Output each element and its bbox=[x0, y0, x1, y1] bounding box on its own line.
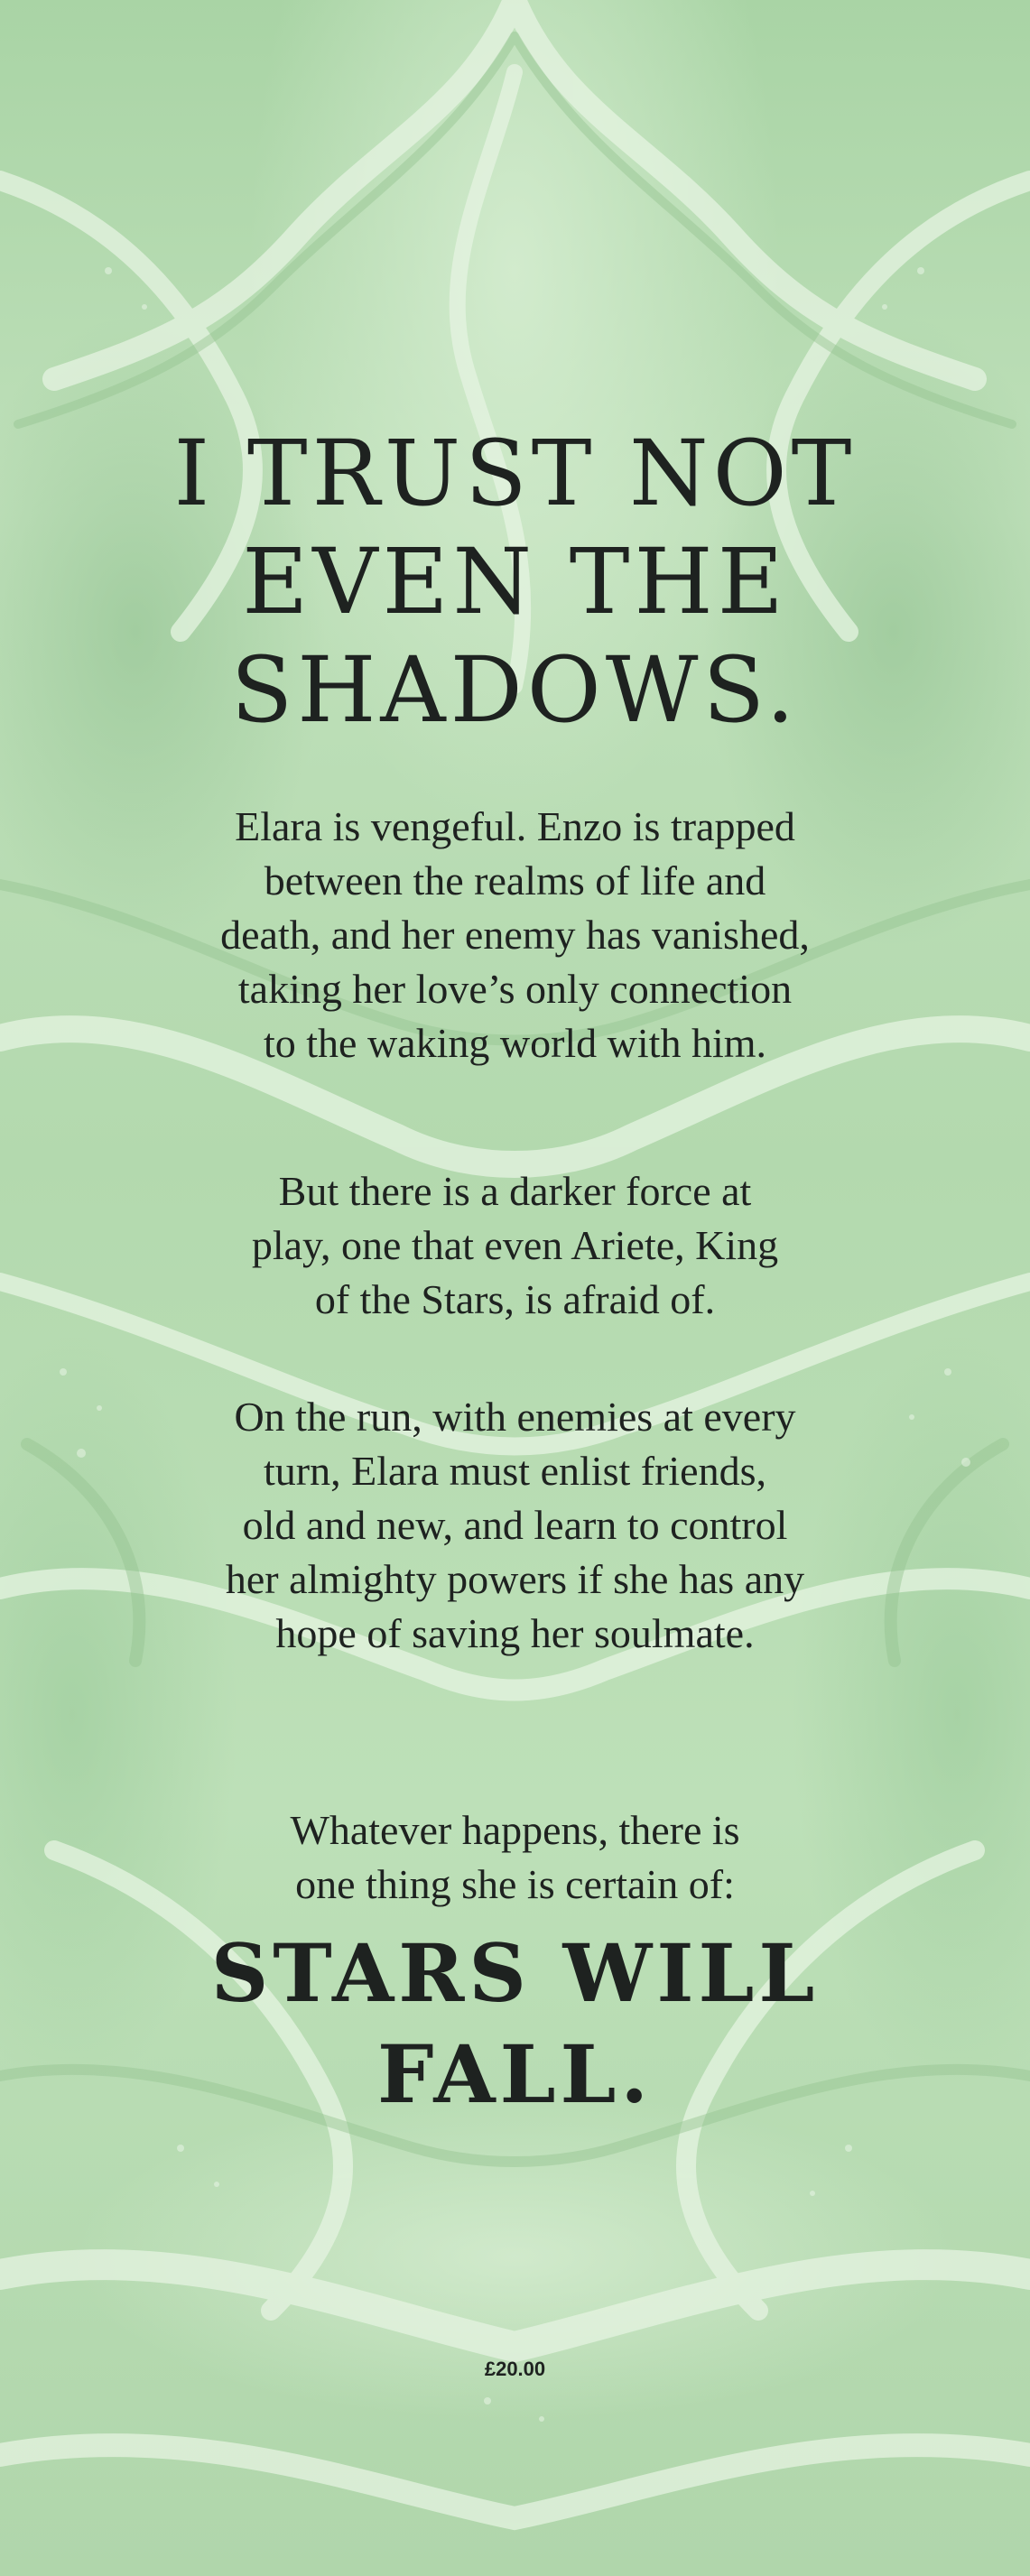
price-label: £20.00 bbox=[484, 2358, 546, 2380]
blurb-line: play, one that even Ariete, King bbox=[251, 1222, 779, 1268]
tagline-line: FALL. bbox=[377, 2027, 653, 2121]
blurb-paragraph-4 bbox=[0, 1803, 1030, 1912]
blurb-line: between the realms of life and bbox=[264, 857, 766, 903]
blurb-line: to the waking world with him. bbox=[263, 1020, 767, 1066]
blurb-line: hope of saving her soulmate. bbox=[275, 1610, 755, 1656]
blurb-paragraph-3 bbox=[0, 1390, 1030, 1661]
blurb-line: taking her love’s only connection bbox=[237, 966, 793, 1012]
blurb-line: Elara is vengeful. Enzo is trapped bbox=[235, 803, 795, 849]
blurb-line: But there is a darker force at bbox=[278, 1168, 752, 1214]
blurb-line: On the run, with enemies at every bbox=[234, 1394, 796, 1440]
blurb-line: death, and her enemy has vanished, bbox=[220, 912, 810, 958]
blurb-paragraph-1 bbox=[0, 800, 1030, 1070]
headline-line: I TRUST NOT bbox=[173, 421, 857, 526]
blurb-paragraph-2 bbox=[0, 1164, 1030, 1327]
blurb-line: her almighty powers if she has any bbox=[225, 1556, 805, 1602]
headline-line: EVEN THE bbox=[242, 529, 788, 635]
blurb-line: turn, Elara must enlist friends, bbox=[264, 1448, 766, 1494]
headline-line: SHADOWS. bbox=[230, 637, 800, 743]
tagline-line: STARS WILL bbox=[210, 1926, 820, 2020]
headline bbox=[0, 420, 1030, 745]
blurb-line: of the Stars, is afraid of. bbox=[314, 1276, 716, 1322]
tagline bbox=[0, 1923, 1030, 2125]
blurb-line: Whatever happens, there is bbox=[290, 1807, 740, 1853]
blurb-line: one thing she is certain of: bbox=[295, 1861, 735, 1907]
blurb-line: old and new, and learn to control bbox=[242, 1502, 788, 1548]
